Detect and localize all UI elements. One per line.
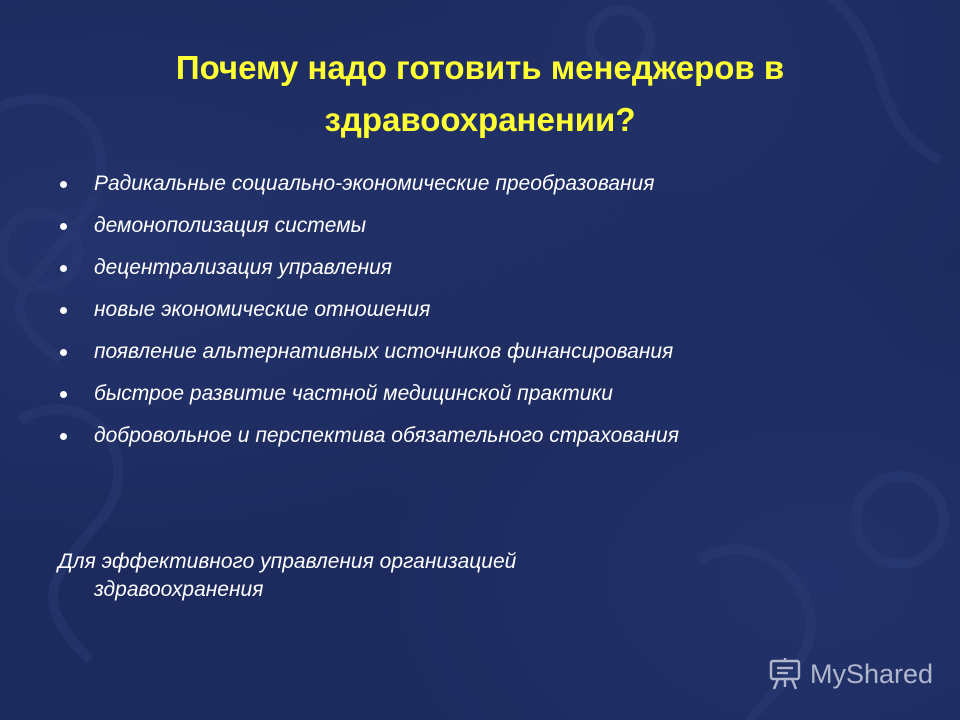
bullet-text: децентрализация управления (94, 256, 393, 279)
closing-statement (58, 548, 778, 604)
bullet-list (58, 170, 918, 464)
list-item (58, 212, 918, 240)
bullet-icon (60, 391, 67, 398)
bullet-text: Радикальные социально-экономические преобразования (94, 172, 655, 195)
list-item (58, 254, 918, 282)
list-item (58, 170, 918, 198)
list-item (58, 422, 734, 450)
bullet-text: демонополизация системы (94, 214, 367, 237)
bullet-icon (60, 349, 67, 356)
list-item (58, 380, 918, 408)
watermark-logo (768, 656, 933, 692)
slide-title: Почему надо готовить менеджеров в здравоохранении? (175, 49, 785, 138)
watermark-text: MyShared (810, 658, 934, 689)
bullet-icon (60, 181, 67, 188)
bullet-icon (60, 265, 67, 272)
closing-line-1: Для эффективного управления организацией (58, 550, 517, 573)
bullet-text: появление альтернативных источников финансирования (94, 340, 674, 363)
bullet-icon (60, 433, 67, 440)
bullet-icon (60, 307, 67, 314)
bullet-text: добровольное и перспектива обязательного страхования (94, 424, 679, 447)
bullet-text: новые экономические отношения (94, 298, 431, 321)
list-item (58, 296, 918, 324)
list-item (58, 338, 918, 366)
bullet-text: быстрое развитие частной медицинской практики (94, 382, 613, 405)
presentation-board-icon (768, 657, 802, 691)
bullet-icon (60, 223, 67, 230)
closing-line-2: здравоохранения (94, 578, 264, 601)
